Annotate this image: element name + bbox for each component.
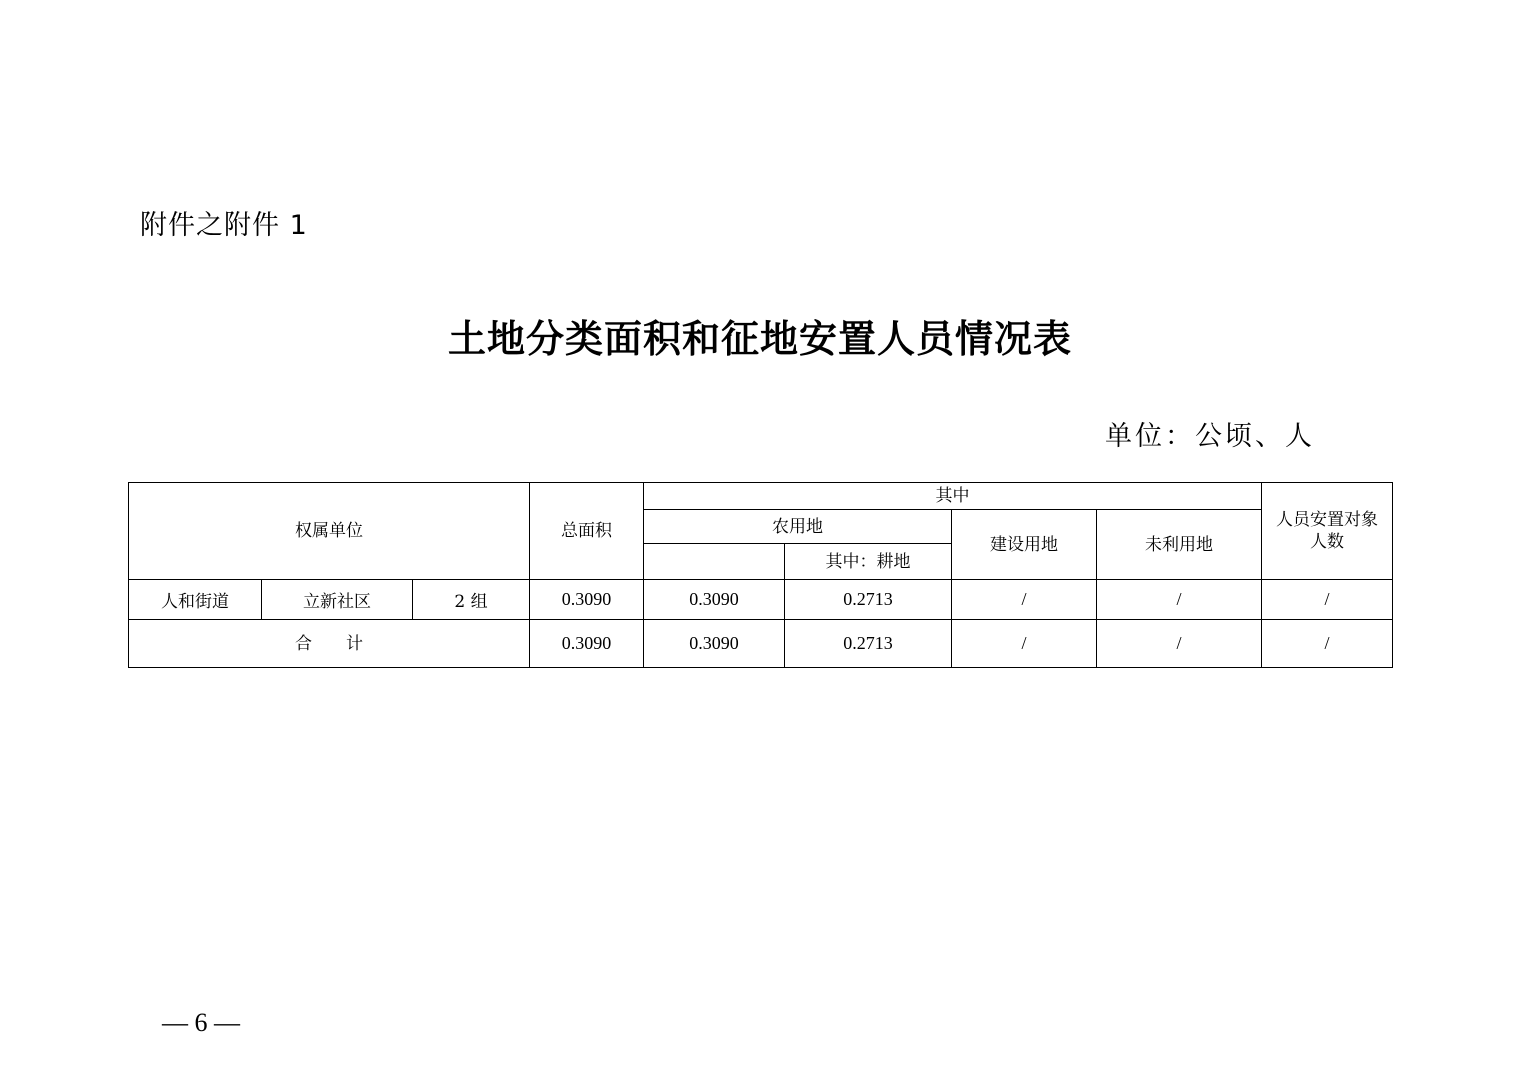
total-agricultural-land: 0.3090 <box>644 620 785 668</box>
cell-community: 立新社区 <box>262 580 413 620</box>
cell-street: 人和街道 <box>129 580 262 620</box>
document-title: 土地分类面积和征地安置人员情况表 <box>447 316 1072 361</box>
header-construction-land: 建设用地 <box>952 510 1097 580</box>
cell-total-area: 0.3090 <box>530 580 644 620</box>
header-of-which: 其中 <box>644 483 1262 510</box>
table-row <box>129 580 1393 620</box>
header-resettled-persons: 人员安置对象人数 <box>1262 483 1393 580</box>
cell-agricultural-land: 0.3090 <box>644 580 785 620</box>
cell-unused-land: / <box>1097 580 1262 620</box>
total-unused-land: / <box>1097 620 1262 668</box>
total-row <box>129 620 1393 668</box>
cell-group: 2 组 <box>413 580 530 620</box>
cell-cultivated-land: 0.2713 <box>785 580 952 620</box>
land-classification-table <box>128 482 1393 668</box>
total-total-area: 0.3090 <box>530 620 644 668</box>
cell-resettled-persons: / <box>1262 580 1393 620</box>
total-cultivated-land: 0.2713 <box>785 620 952 668</box>
header-total-area: 总面积 <box>530 483 644 580</box>
total-label: 合 计 <box>129 620 530 668</box>
page-number: — 6 — <box>162 1008 240 1037</box>
attachment-label: 附件之附件 1 <box>140 210 308 241</box>
cell-construction-land: / <box>952 580 1097 620</box>
header-agricultural-land: 农用地 <box>644 510 952 544</box>
unit-note: 单位：公顷、人 <box>1105 421 1315 452</box>
total-resettled-persons: / <box>1262 620 1393 668</box>
header-cultivated-land: 其中：耕地 <box>785 544 952 580</box>
header-unused-land: 未利用地 <box>1097 510 1262 580</box>
header-ownership-unit: 权属单位 <box>129 483 530 580</box>
header-agri-blank <box>644 544 785 580</box>
total-construction-land: / <box>952 620 1097 668</box>
header-row-1 <box>129 483 1393 510</box>
